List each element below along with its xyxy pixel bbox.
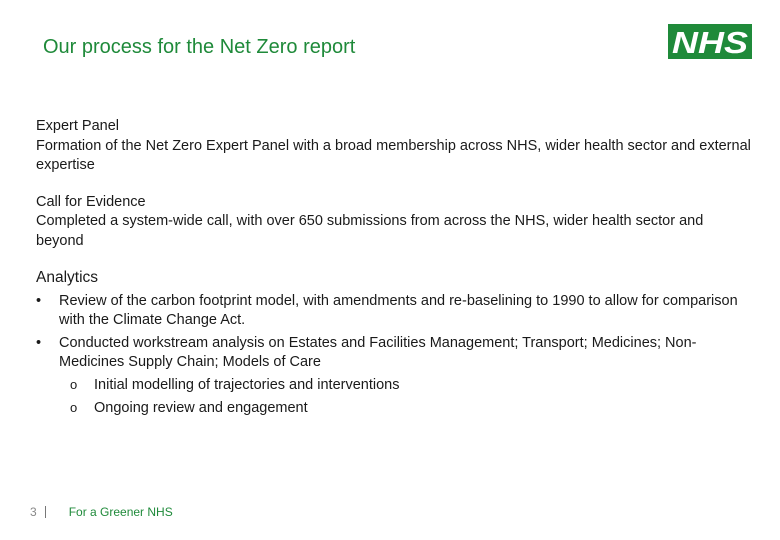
bullet-text: Conducted workstream analysis on Estates and Facilities Management; Transport; Medicines; Non-Medicines Supply Chain; Models of Care [59, 334, 697, 370]
page-title: Our process for the Net Zero report [43, 36, 356, 58]
section-heading: Analytics [36, 269, 99, 286]
page-number: 3 [30, 505, 37, 519]
main-content [36, 117, 752, 436]
sub-bullet-list [59, 376, 752, 419]
svg-text:NHS: NHS [672, 26, 749, 57]
sub-list-item [59, 399, 752, 419]
nhs-logo-mark [670, 27, 750, 57]
footer-tagline: For a Greener NHS [68, 505, 173, 519]
list-item [36, 292, 752, 331]
nhs-logo [668, 24, 752, 59]
bullet-list [36, 292, 752, 419]
section-heading: Call for Evidence [36, 193, 146, 210]
sub-bullet-text: Initial modelling of trajectories and interventions [94, 376, 400, 393]
sub-bullet-text: Ongoing review and engagement [94, 400, 308, 416]
footer-divider [45, 506, 46, 518]
bullet-text: Review of the carbon footprint model, with amendments and re-baselining to 1990 to allow for comparison with the Climate Change Act. [59, 292, 738, 328]
section-call-for-evidence [36, 193, 752, 252]
section-body: Formation of the Net Zero Expert Panel with a broad membership across NHS, wider health sector and external expertise [36, 137, 751, 173]
section-body: Completed a system-wide call, with over 650 submissions from across the NHS, wider health sector and beyond [36, 213, 704, 249]
section-expert-panel [36, 117, 752, 176]
section-heading: Expert Panel [36, 118, 120, 134]
sub-list-item [59, 376, 752, 396]
section-analytics [36, 268, 752, 419]
list-item [36, 334, 752, 419]
footer [30, 505, 173, 519]
